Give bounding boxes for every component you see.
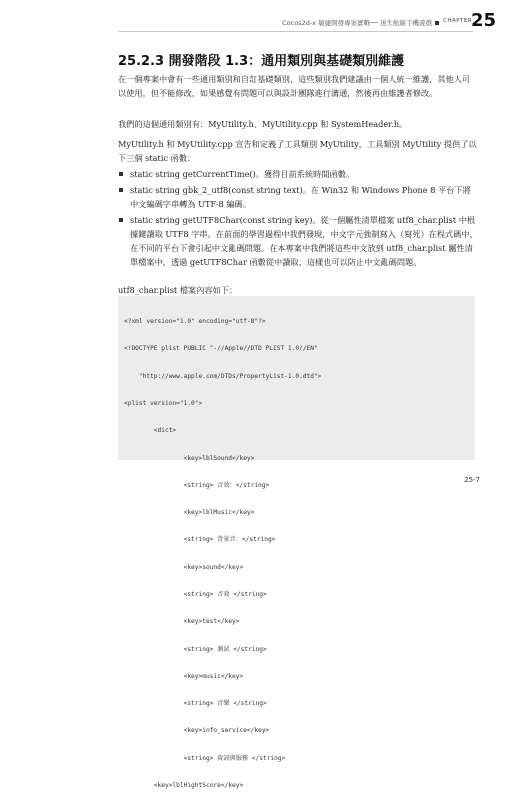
list-item xyxy=(118,213,478,269)
running-header xyxy=(150,18,442,27)
page-number: 25-7 xyxy=(464,476,480,484)
section-title: 25.2.3 開發階段 1.3：通用類別與基礎類別維護 xyxy=(118,54,405,69)
list-item xyxy=(118,183,478,211)
bullet-icon xyxy=(119,172,123,176)
code-line: <string> 測試 </string> xyxy=(124,645,267,653)
code-line: <dict> xyxy=(124,427,177,435)
code-line: <plist version="1.0"> xyxy=(124,400,203,408)
running-title: Cocos2d-x 敏捷開發專案實戰── 迷失航線手機遊戲 xyxy=(282,19,432,27)
paragraph-plist-intro: utf8_char.plist 檔案內容如下： xyxy=(118,285,238,295)
code-line: <key>sound</key> xyxy=(124,563,244,571)
code-line: <string> 背景音：</string> xyxy=(124,536,276,544)
bullet-icon xyxy=(119,188,123,192)
list-item-text: static string getCurrentTime()。獲得目前系統時間函數。 xyxy=(130,169,355,179)
code-line: <key>lblSound</key> xyxy=(124,454,255,462)
code-line: <!DOCTYPE plist PUBLIC "-//Apple//DTD PLIST 1.0//EN" xyxy=(124,345,318,353)
list-item-text: static string gbk_2_utf8(const string text)。在 Win32 和 Windows Phone 8 平台下將中文編碼字串轉為 UTF-8 編碼。 xyxy=(130,185,471,209)
code-line: "http://www.apple.com/DTDs/PropertyList-1.0.dtd"> xyxy=(124,372,322,380)
list-item xyxy=(118,167,478,181)
bullet-icon xyxy=(119,218,123,222)
chapter-number: 25 xyxy=(471,10,497,31)
code-line: <key>test</key> xyxy=(124,618,240,626)
code-line: <string> 音效：</string> xyxy=(124,481,270,489)
code-line: <key>info_service</key> xyxy=(124,727,270,735)
code-line: <string> 音樂 </string> xyxy=(124,700,267,708)
list-item-text: static string getUTF8Char(const string key)。從一個屬性清單檔案 utf8_char.plist 中根據鍵讀取 UTF8 字串。在前面的學習過程中我們發現，中文字元強制寫入（寫死）在程式碼中，在不同的平台下會引起中文亂碼問題。在本專案中我們將這些中文放到 utf8_char.plist 屬性清單檔案中，透過 getUTF8Char 函數從中讀取，這樣也可以防止中文亂碼問題。 xyxy=(130,215,478,267)
chapter-label: CHAPTER xyxy=(443,18,473,24)
code-line: <key>lblMusic</key> xyxy=(124,509,255,517)
code-line: <key>lblHightScore</key> xyxy=(124,781,244,789)
code-line: <string> 音效 </string> xyxy=(124,591,267,598)
function-list xyxy=(118,167,478,271)
paragraph-common-classes: 我們的這個通用類別有：MyUtility.h、MyUtility.cpp 和 SystemHeader.h。 xyxy=(118,119,408,129)
header-divider xyxy=(118,31,473,32)
header-square-icon xyxy=(435,21,439,25)
code-line: <key>music</key> xyxy=(124,672,244,680)
paragraph-myutility: MyUtility.h 和 MyUtility.cpp 宣告和定義了工具類別 MyUtility，工具類別 MyUtility 提供了以下三個 static 函數： xyxy=(118,139,477,163)
paragraph-intro: 在一個專案中會有一些通用類別和自訂基礎類別，這些類別我們建議由一個人統一維護，其他人可以使用，但不能修改，如果感覺有問題可以與設計團隊進行溝通，然後再由維護者修改。 xyxy=(118,74,471,98)
code-line: <?xml version="1.0" encoding="utf-8"?> xyxy=(124,318,266,326)
code-line: <string> 資訊與服務 </string> xyxy=(124,754,286,762)
